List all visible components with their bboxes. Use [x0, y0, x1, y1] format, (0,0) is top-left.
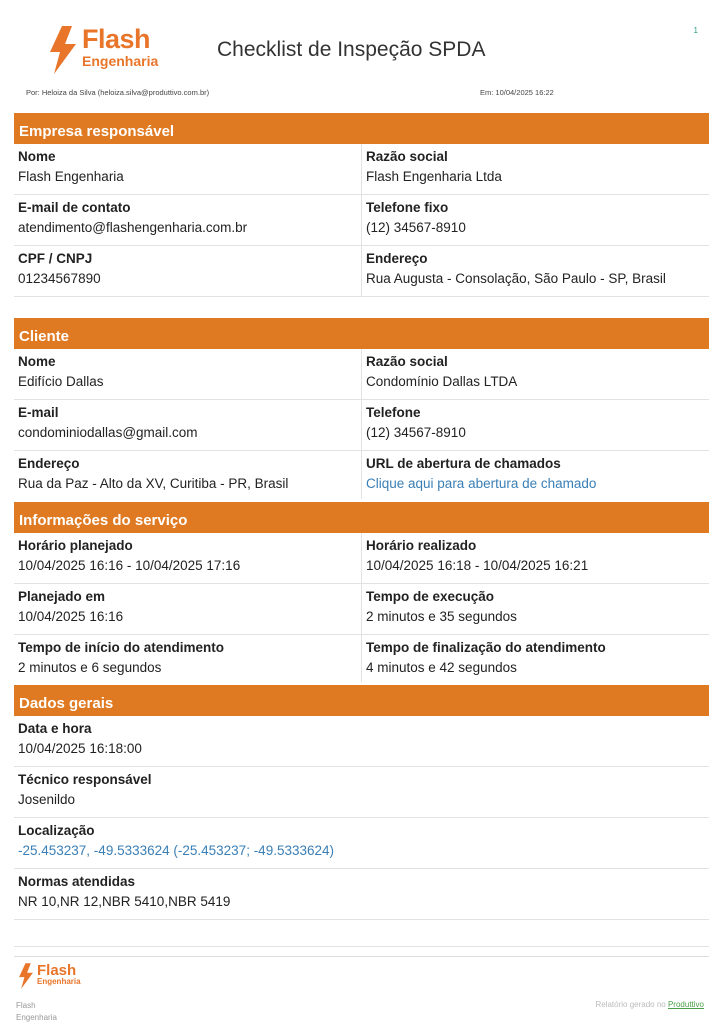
footer-company-name	[16, 1000, 57, 1024]
field-label: Razão social	[366, 354, 448, 369]
field-label: CPF / CNPJ	[18, 251, 93, 266]
brand-name: Flash	[82, 24, 151, 54]
field-value: Edifício Dallas	[18, 374, 104, 389]
field-value: 10/04/2025 16:16	[18, 609, 124, 624]
generated-note	[595, 1000, 704, 1009]
ticket-url-link[interactable]: Clique aqui para abertura de chamado	[366, 476, 597, 491]
field-value: Rua Augusta - Consolação, São Paulo - SP, Brasil	[366, 271, 666, 286]
field-label: Nome	[18, 354, 56, 369]
footer-name-line: Engenharia	[16, 1013, 57, 1022]
field-value: 10/04/2025 16:16 - 10/04/2025 17:16	[18, 558, 241, 573]
field-label: Nome	[18, 149, 56, 164]
generated-text: Relatório gerado no	[595, 1000, 666, 1009]
lightning-bolt-icon	[18, 963, 34, 989]
field-label: Normas atendidas	[18, 874, 136, 889]
field-value: 10/04/2025 16:18:00	[18, 741, 142, 756]
date-meta: Em: 10/04/2025 16:22	[480, 88, 554, 97]
field-value: atendimento@flashengenharia.com.br	[18, 220, 248, 235]
section-cliente	[14, 315, 709, 502]
field-label: Data e hora	[18, 721, 92, 736]
page-title: Checklist de Inspeção SPDA	[217, 38, 486, 61]
field-label: E-mail	[18, 405, 59, 420]
field-value: NR 10,NR 12,NBR 5410,NBR 5419	[18, 894, 231, 909]
field-value: Josenildo	[18, 792, 76, 807]
produttivo-link[interactable]: Produttivo	[667, 1000, 704, 1009]
field-value: condominiodallas@gmail.com	[18, 425, 198, 440]
field-label: Endereço	[18, 456, 80, 471]
footer-logo	[18, 963, 81, 989]
field-label: Tempo de início do atendimento	[18, 640, 225, 655]
footer-name-line: Flash	[16, 1001, 36, 1010]
location-link[interactable]: -25.453237, -49.5333624 (-25.453237; -49.5333624)	[18, 843, 335, 858]
footer-divider	[14, 956, 709, 957]
field-value: (12) 34567-8910	[366, 220, 466, 235]
field-label: Técnico responsável	[18, 772, 152, 787]
empty-row	[14, 920, 709, 947]
field-value: (12) 34567-8910	[366, 425, 466, 440]
footer-brand-name: Flash	[37, 962, 77, 979]
field-label: Localização	[18, 823, 95, 838]
section-dados-gerais	[14, 682, 709, 947]
field-value: Rua da Paz - Alto da XV, Curitiba - PR, Brasil	[18, 476, 289, 491]
section-servico	[14, 499, 709, 686]
page-number: 1	[693, 26, 698, 35]
field-label: Telefone fixo	[366, 200, 449, 215]
brand-logo	[48, 26, 158, 74]
field-label: Planejado em	[18, 589, 106, 604]
field-label: Tempo de execução	[366, 589, 495, 604]
field-label: Horário realizado	[366, 538, 477, 553]
field-value: Condomínio Dallas LTDA	[366, 374, 518, 389]
lightning-bolt-icon	[48, 26, 78, 74]
footer-brand-subname: Engenharia	[37, 977, 81, 986]
section-heading: Informações do serviço	[14, 499, 709, 533]
field-value: Flash Engenharia	[18, 169, 124, 184]
section-heading: Empresa responsável	[14, 110, 709, 144]
author-meta: Por: Heloiza da Silva (heloiza.silva@produttivo.com.br)	[26, 88, 210, 97]
section-heading: Cliente	[14, 315, 709, 349]
field-label: Telefone	[366, 405, 421, 420]
field-label: Endereço	[366, 251, 428, 266]
field-value: 4 minutos e 42 segundos	[366, 660, 517, 675]
field-value: 10/04/2025 16:18 - 10/04/2025 16:21	[366, 558, 589, 573]
field-label: Horário planejado	[18, 538, 133, 553]
field-value: 2 minutos e 6 segundos	[18, 660, 162, 675]
section-heading: Dados gerais	[14, 682, 709, 716]
field-label: Razão social	[366, 149, 448, 164]
field-label: Tempo de finalização do atendimento	[366, 640, 606, 655]
field-value: 01234567890	[18, 271, 101, 286]
field-label: E-mail de contato	[18, 200, 131, 215]
field-value: 2 minutos e 35 segundos	[366, 609, 517, 624]
section-empresa	[14, 110, 709, 297]
field-label: URL de abertura de chamados	[366, 456, 561, 471]
field-value: Flash Engenharia Ltda	[366, 169, 502, 184]
brand-subname: Engenharia	[82, 53, 159, 69]
